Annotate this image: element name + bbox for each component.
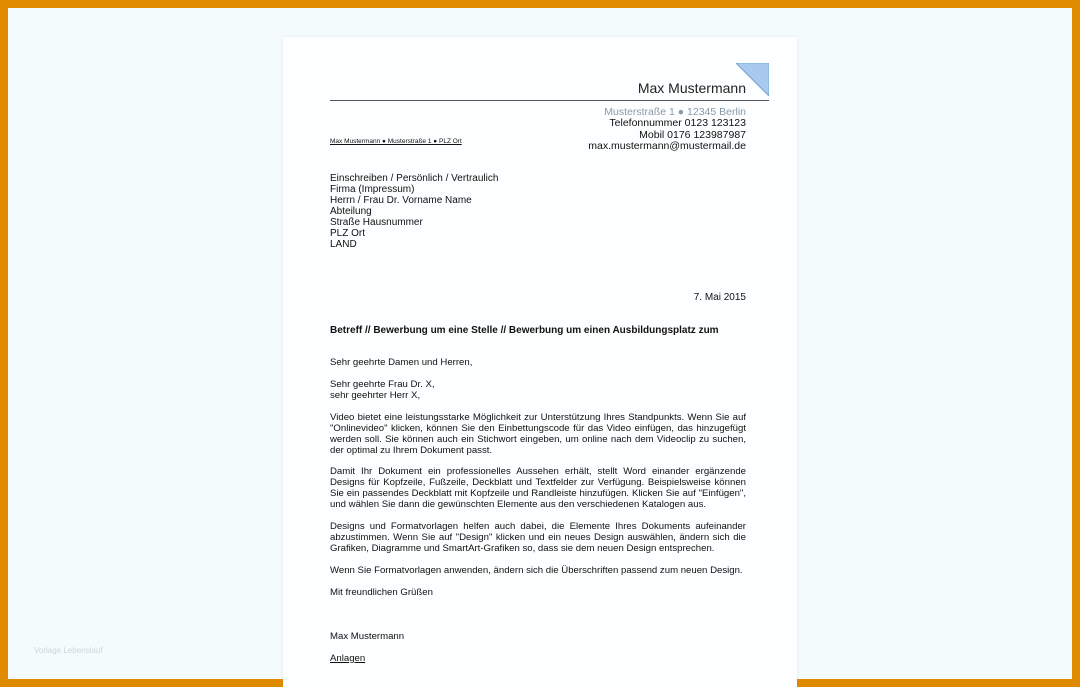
- recipient-line: Abteilung: [330, 206, 372, 217]
- subject-line: Betreff // Bewerbung um eine Stelle // Bewerbung um einen Ausbildungsplatz zum: [330, 325, 719, 336]
- sender-phone: Telefonnummer 0123 123123: [609, 117, 746, 130]
- recipient-line: Firma (Impressum): [330, 184, 415, 195]
- letter-date: 7. Mai 2015: [693, 292, 746, 303]
- header-divider: [330, 100, 769, 101]
- attachments-link: [330, 653, 365, 664]
- watermark: Vorlage Lebenslauf: [34, 646, 103, 655]
- attachments-label: Anlagen: [330, 653, 366, 664]
- salutation-line: sehr geehrter Herr X,: [330, 390, 421, 401]
- sender-contact-block: [520, 107, 746, 152]
- recipient-line: Herrn / Frau Dr. Vorname Name: [330, 195, 472, 206]
- salutation-general: Sehr geehrte Damen und Herren,: [330, 357, 473, 368]
- sender-mobile: Mobil 0176 123987987: [639, 128, 746, 141]
- recipient-line: LAND: [330, 239, 357, 250]
- recipient-line: Einschreiben / Persönlich / Vertraulich: [330, 173, 499, 184]
- paragraph-3: Designs und Formatvorlagen helfen auch dabei, die Elemente Ihres Dokuments aufeinander abzustimmen. Wenn Sie auf "Design" klicken und ein neues Design auswählen, ändern sich die Grafiken, Diagramme und SmartArt-Grafiken so, dass sie dem neuen Design entsprechen.: [330, 521, 746, 554]
- paragraph-2: Damit Ihr Dokument ein professionelles Aussehen erhält, stellt Word einander ergänzende Designs für Kopfzeile, Fußzeile, Deckblatt und Textfelder zur Verfügung. Beispielsweise können Sie ein passendes Deckblatt mit Kopfzeile und Randleiste hinzufügen. Klicken Sie auf "Einfügen", und wählen Sie dann die gewünschten Elemente aus den verschiedenen Katalogen aus.: [330, 466, 746, 510]
- salutation-personal: [330, 379, 746, 401]
- recipient-line: Straße Hausnummer: [330, 217, 423, 228]
- recipient-block: [330, 173, 498, 250]
- closing: Mit freundlichen Grüßen: [330, 587, 433, 598]
- recipient-line: PLZ Ort: [330, 228, 366, 239]
- salutation-line: Sehr geehrte Frau Dr. X,: [330, 379, 435, 390]
- paragraph-1: Video bietet eine leistungsstarke Möglichkeit zur Unterstützung Ihres Standpunkts. Wenn Sie auf "Onlinevideo" klicken, können Sie den Einbettungscode für das Video einfügen, das hinzugefügt werden soll. Sie können auch ein Stichwort eingeben, um online nach dem Videoclip zu suchen, der optimal zu Ihrem Dokument passt.: [330, 412, 746, 456]
- sender-name: Max Mustermann: [637, 80, 746, 96]
- sender-address: Musterstraße 1 ● 12345 Berlin: [604, 106, 746, 118]
- signature-name: Max Mustermann: [330, 631, 405, 642]
- sender-email: max.mustermann@mustermail.de: [588, 139, 746, 152]
- return-address-line: Max Mustermann ● Musterstraße 1 ● PLZ Ort: [330, 138, 462, 145]
- paragraph-4: Wenn Sie Formatvorlagen anwenden, ändern sich die Überschriften passend zum neuen Design.: [330, 565, 743, 576]
